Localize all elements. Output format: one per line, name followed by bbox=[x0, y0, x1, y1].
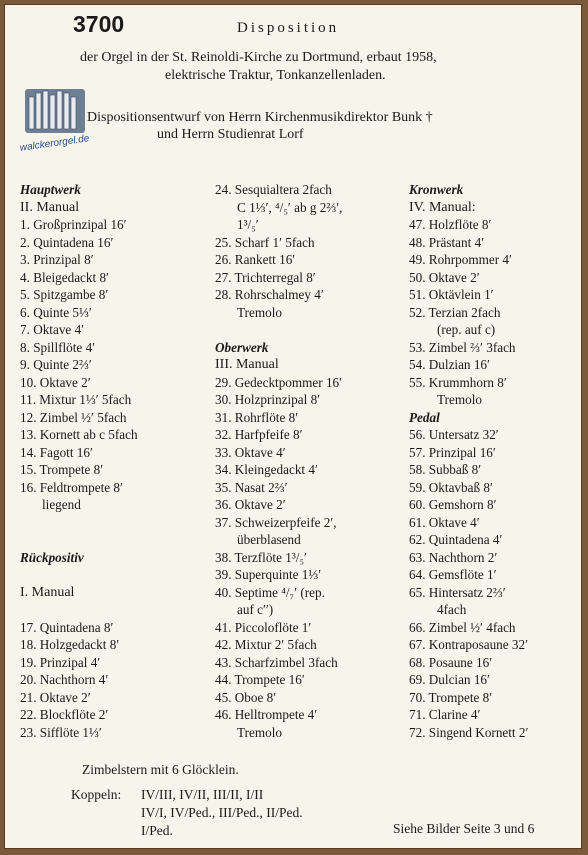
stop-detail: (rep. auf c) bbox=[437, 322, 496, 337]
stop-row: 60. Gemshorn 8′ bbox=[409, 497, 497, 512]
stop-row: 48. Prästant 4′ bbox=[409, 234, 485, 250]
section-heading: Hauptwerk bbox=[20, 182, 81, 197]
stop-row: 22. Blockflöte 2′ bbox=[20, 707, 109, 722]
stop-row: 54. Dulzian 16′ bbox=[409, 357, 490, 372]
stop-row: 25. Scharf 1′ 5fach bbox=[215, 234, 315, 250]
stop-row: 38. Terzflöte 1³/₅′ bbox=[215, 549, 307, 565]
stop-row: 6. Quinte 5⅓′ bbox=[20, 304, 92, 320]
stop-row: 67. Kontraposaune 32′ bbox=[409, 637, 528, 652]
credit-line-2: und Herrn Studienrat Lorf bbox=[157, 127, 304, 142]
stop-detail: 4fach bbox=[437, 602, 467, 617]
spacer bbox=[20, 566, 138, 584]
stop-row: 28. Rohrschalmey 4′ bbox=[215, 287, 324, 302]
stop-row: 21. Oktave 2′ bbox=[20, 689, 91, 705]
koppeln-line-2: IV/I, IV/Ped., III/Ped., II/Ped. bbox=[141, 805, 303, 820]
stop-detail: auf c′′) bbox=[237, 602, 274, 617]
stop-row: 66. Zimbel ½′ 4fach bbox=[409, 619, 516, 635]
stop-row: 3. Prinzipal 8′ bbox=[20, 252, 94, 267]
stop-row: 69. Dulcian 16′ bbox=[409, 672, 490, 687]
stop-row: 14. Fagott 16′ bbox=[20, 444, 93, 460]
stop-row: 19. Prinzipal 4′ bbox=[20, 654, 101, 670]
stop-detail: Tremolo bbox=[437, 392, 482, 407]
koppeln-label: Koppeln: bbox=[71, 787, 122, 802]
stop-row: 59. Oktavbaß 8′ bbox=[409, 479, 493, 495]
stop-detail: C 1⅓′, ⁴/₅′ ab g 2⅔′, bbox=[237, 199, 343, 215]
stop-row: 27. Trichterregal 8′ bbox=[215, 269, 316, 285]
manual-heading: II. Manual bbox=[20, 199, 80, 215]
stop-row: 4. Bleigedackt 8′ bbox=[20, 269, 109, 285]
stop-row: 37. Schweizerpfeife 2′, bbox=[215, 514, 337, 530]
stop-detail: liegend bbox=[42, 497, 81, 512]
stop-row: 57. Prinzipal 16′ bbox=[409, 444, 496, 460]
stop-row: 47. Holzflöte 8′ bbox=[409, 217, 492, 232]
document-title: Disposition bbox=[237, 20, 340, 36]
document-number: 3700 bbox=[73, 11, 125, 37]
stop-row: 53. Zimbel ⅔′ 3fach bbox=[409, 339, 516, 355]
stop-row: 31. Rohrflöte 8′ bbox=[215, 409, 299, 425]
stop-row: 24. Sesquialtera 2fach bbox=[215, 182, 332, 197]
stop-row: 72. Singend Kornett 2′ bbox=[409, 724, 529, 740]
koppeln-line-3: I/Ped. bbox=[141, 823, 173, 838]
stop-row: 2. Quintadena 16′ bbox=[20, 234, 114, 250]
stop-row: 18. Holzgedackt 8′ bbox=[20, 637, 120, 652]
stop-row: 52. Terzian 2fach bbox=[409, 304, 501, 320]
stop-row: 11. Mixtur 1⅓′ 5fach bbox=[20, 392, 132, 407]
stop-row: 5. Spitzgambe 8′ bbox=[20, 287, 109, 302]
stop-row: 51. Oktävlein 1′ bbox=[409, 287, 494, 302]
stop-row: 68. Posaune 16′ bbox=[409, 654, 493, 670]
stop-row: 58. Subbaß 8′ bbox=[409, 462, 482, 477]
stop-row: 10. Oktave 2′ bbox=[20, 374, 91, 390]
stop-row: 55. Krummhorn 8′ bbox=[409, 374, 507, 390]
stop-row: 26. Rankett 16′ bbox=[215, 252, 296, 267]
section-heading: Kronwerk bbox=[409, 182, 464, 197]
stop-row: 41. Piccoloflöte 1′ bbox=[215, 619, 312, 635]
stop-row: 15. Trompete 8′ bbox=[20, 462, 104, 477]
stop-detail: Tremolo bbox=[237, 724, 282, 740]
koppeln-line-1: IV/III, IV/II, III/II, I/II bbox=[141, 787, 264, 802]
stop-row: 35. Nasat 2⅔′ bbox=[215, 479, 288, 495]
stop-row: 63. Nachthorn 2′ bbox=[409, 549, 498, 565]
stop-row: 23. Sifflöte 1⅓′ bbox=[20, 724, 102, 740]
manual-heading: III. Manual bbox=[215, 357, 279, 372]
stop-row: 7. Oktave 4′ bbox=[20, 322, 85, 337]
stop-detail: überblasend bbox=[237, 532, 301, 547]
stop-row: 40. Septime ⁴/₇′ (rep. bbox=[215, 584, 325, 600]
stop-row: 61. Oktave 4′ bbox=[409, 514, 480, 530]
stop-row: 70. Trompete 8′ bbox=[409, 689, 493, 705]
column-hauptwerk-rueckpositiv bbox=[20, 181, 138, 741]
section-heading: Oberwerk bbox=[215, 339, 269, 355]
stop-row: 46. Helltrompete 4′ bbox=[215, 707, 318, 722]
spacer bbox=[215, 321, 342, 339]
stop-row: 29. Gedecktpommer 16′ bbox=[215, 374, 343, 390]
stop-row: 65. Hintersatz 2⅔′ bbox=[409, 584, 506, 600]
stop-row: 17. Quintadena 8′ bbox=[20, 619, 114, 635]
manual-heading: I. Manual bbox=[20, 584, 75, 600]
stop-row: 50. Oktave 2′ bbox=[409, 269, 480, 285]
stop-row: 13. Kornett ab c 5fach bbox=[20, 427, 138, 442]
stop-row: 36. Oktave 2′ bbox=[215, 497, 286, 512]
zimbelstern-note: Zimbelstern mit 6 Glöcklein. bbox=[82, 762, 239, 777]
logo-text: walckerorgel.de bbox=[19, 133, 91, 154]
stop-row: 56. Untersatz 32′ bbox=[409, 427, 499, 442]
siehe-note: Siehe Bilder Seite 3 und 6 bbox=[393, 821, 535, 836]
stop-row: 12. Zimbel ½′ 5fach bbox=[20, 409, 127, 425]
stop-row: 33. Oktave 4′ bbox=[215, 444, 286, 460]
stop-row: 39. Superquinte 1⅓′ bbox=[215, 567, 322, 582]
stop-row: 16. Feldtrompete 8′ bbox=[20, 479, 123, 495]
stop-row: 9. Quinte 2⅔′ bbox=[20, 357, 92, 372]
stop-row: 42. Mixtur 2′ 5fach bbox=[215, 637, 317, 652]
stop-row: 8. Spillflöte 4′ bbox=[20, 339, 96, 355]
organ-pipes-logo bbox=[19, 83, 91, 155]
column-rueckpositiv-oberwerk bbox=[215, 181, 342, 741]
stop-row: 30. Holzprinzipal 8′ bbox=[215, 392, 321, 407]
column-kronwerk-pedal bbox=[409, 181, 528, 741]
manual-heading: IV. Manual: bbox=[409, 199, 476, 215]
stop-row: 43. Scharfzimbel 3fach bbox=[215, 654, 338, 670]
stop-row: 49. Rohrpommer 4′ bbox=[409, 252, 512, 267]
stop-detail: Tremolo bbox=[237, 304, 282, 320]
document-page bbox=[4, 4, 582, 849]
stop-detail: 1³/₅′ bbox=[237, 217, 259, 232]
spacer bbox=[20, 601, 138, 619]
stop-row: 64. Gemsflöte 1′ bbox=[409, 567, 497, 582]
subtitle-line-1: der Orgel in der St. Reinoldi-Kirche zu Dortmund, erbaut 1958, bbox=[80, 50, 437, 65]
stop-row: 1. Großprinzipal 16′ bbox=[20, 217, 127, 232]
stop-row: 34. Kleingedackt 4′ bbox=[215, 462, 318, 477]
stop-row: 62. Quintadena 4′ bbox=[409, 532, 503, 547]
subtitle-line-2: elektrische Traktur, Tonkanzellenladen. bbox=[165, 68, 386, 83]
stop-row: 45. Oboe 8′ bbox=[215, 689, 277, 705]
stop-row: 44. Trompete 16′ bbox=[215, 672, 305, 687]
section-heading: Rückpositiv bbox=[20, 549, 84, 565]
section-heading: Pedal bbox=[409, 409, 440, 425]
spacer bbox=[20, 531, 138, 549]
stop-row: 20. Nachthorn 4′ bbox=[20, 672, 109, 687]
stop-row: 71. Clarine 4′ bbox=[409, 707, 481, 722]
stop-row: 32. Harfpfeife 8′ bbox=[215, 427, 303, 442]
spacer bbox=[20, 514, 138, 532]
credit-line-1: Dispositionsentwurf von Herrn Kirchenmusikdirektor Bunk † bbox=[87, 110, 433, 125]
